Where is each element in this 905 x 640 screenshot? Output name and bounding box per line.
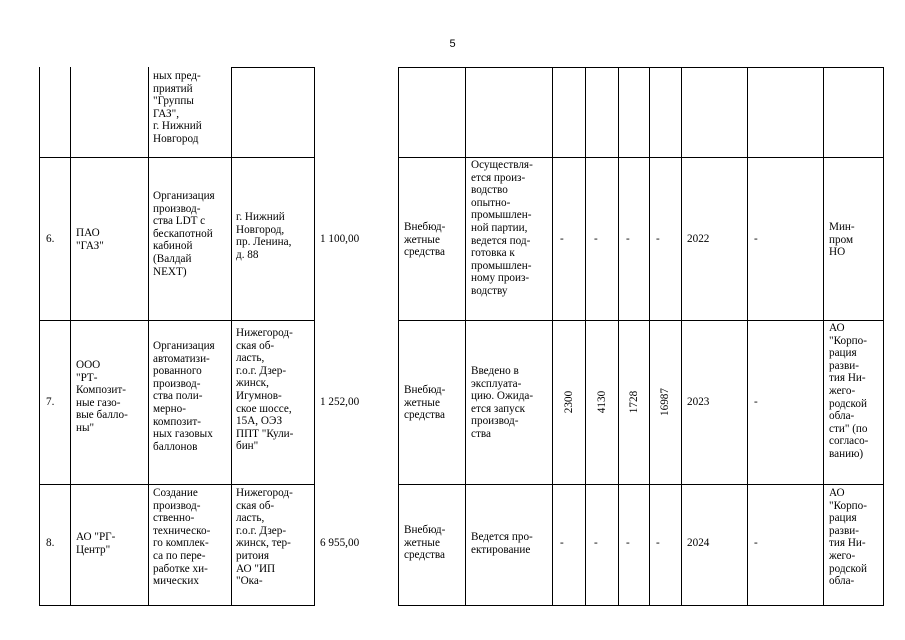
amount: 6 955,00 [320, 537, 360, 549]
value-4: 16987 [659, 388, 671, 416]
address: Нижегород- ская об- ласть, г.о.г. Дзер- жинск, тер- ритоия АО "ИП "Ока- [236, 487, 293, 588]
row-number: 7. [46, 396, 55, 408]
row-number: 6. [46, 233, 55, 245]
value-1: - [560, 537, 564, 549]
value-2: - [594, 233, 598, 245]
extra: - [754, 537, 758, 549]
amount: 1 252,00 [320, 396, 360, 408]
company-name: АО "РГ- Центр" [76, 531, 116, 556]
value-1: - [560, 233, 564, 245]
funding-source: Внебюд- жетные средства [404, 524, 446, 562]
funding-source: Внебюд- жетные средства [404, 384, 446, 422]
value-4: - [656, 233, 660, 245]
address: Нижегород- ская об- ласть, г.о.г. Дзер- жинск, Игумнов- ское шоссе, 15А, ОЭЗ ППТ "Кули- бин" [236, 327, 294, 453]
continuation-project-text: ных пред- приятий "Группы ГАЗ", г. Нижний Новгород [153, 70, 202, 145]
responsible: АО "Корпо- рация разви- тия Ни- жего- родской обла- [829, 487, 867, 588]
responsible: АО "Корпо- рация разви- тия Ни- жего- родской обла- сти" (по согласо- ванию) [829, 322, 869, 460]
status: Введено в эксплуата- цию. Ожида- ется запуск производ- ства [471, 365, 534, 440]
page-number: 5 [449, 38, 456, 50]
responsible: Мин- пром НО [829, 221, 855, 259]
funding-source: Внебюд- жетные средства [404, 221, 446, 259]
value-2: 4130 [596, 390, 608, 414]
year: 2023 [687, 396, 710, 408]
value-3: - [626, 537, 630, 549]
company-name: ПАО "ГАЗ" [76, 227, 104, 252]
project-name: Организация производ- ства LDT с бескапотной кабиной (Валдай NEXT) [153, 190, 215, 278]
year: 2024 [687, 537, 710, 549]
status: Осуществля- ется произ- водство опытно- промышлен- ной партии, ведется под- готовка к промышлен- ному произ- водству [471, 159, 533, 297]
company-name: ООО "РТ- Композит- ные газо- вые балло- ны" [76, 359, 128, 434]
value-1: 2300 [563, 390, 575, 414]
status: Ведется про- ектирование [471, 531, 533, 556]
address: г. Нижний Новгород, пр. Ленина, д. 88 [236, 211, 292, 261]
year: 2022 [687, 233, 710, 245]
value-4: - [656, 537, 660, 549]
row-number: 8. [46, 537, 55, 549]
amount: 1 100,00 [320, 233, 360, 245]
value-3: 1728 [628, 390, 640, 414]
extra: - [754, 233, 758, 245]
value-2: - [594, 537, 598, 549]
extra: - [754, 396, 758, 408]
project-name: Организация автоматизи- рованного производ- ства поли- мерно- композит- ных газовых баллонов [153, 340, 215, 453]
project-name: Создание производ- ственно- техническо- го комплек- са по пере- работке хи- мических [153, 487, 211, 588]
value-3: - [626, 233, 630, 245]
